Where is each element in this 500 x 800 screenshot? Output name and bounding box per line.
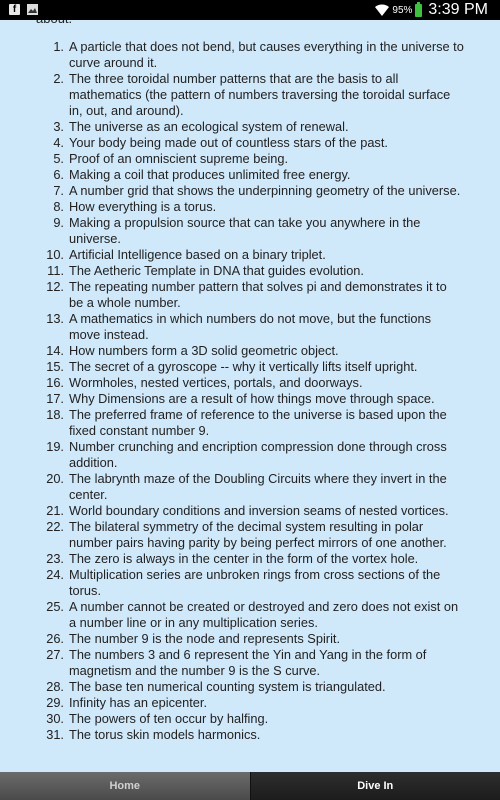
- battery-icon: [415, 4, 422, 17]
- bottom-bar: [0, 772, 500, 800]
- list-item: [0, 135, 464, 151]
- list-item: [0, 519, 464, 551]
- list-item-number: 25.: [46, 599, 64, 614]
- list-item: [0, 599, 464, 631]
- list-item-number: 9.: [53, 215, 64, 230]
- list-item-number: 8.: [53, 199, 64, 214]
- numbered-list: [0, 39, 500, 743]
- list-item-text: The numbers 3 and 6 represent the Yin and Yang in the form of magnetism and the number 9 is the S curve.: [69, 647, 427, 678]
- list-item: [0, 39, 464, 71]
- list-item: [0, 695, 464, 711]
- facebook-icon: f: [9, 4, 20, 15]
- list-item: [0, 359, 464, 375]
- list-item: [0, 631, 464, 647]
- list-item-number: 12.: [46, 279, 64, 294]
- list-item-number: 22.: [46, 519, 64, 534]
- home-button[interactable]: Home: [0, 772, 250, 800]
- list-item-number: 31.: [46, 727, 64, 742]
- list-item-number: 6.: [53, 167, 64, 182]
- battery-percent: 95%: [392, 4, 413, 16]
- status-bar: [0, 0, 500, 20]
- list-item-text: Number crunching and encription compression done through cross addition.: [69, 439, 447, 470]
- list-item: [0, 391, 464, 407]
- list-item-number: 18.: [46, 407, 64, 422]
- list-item: [0, 263, 464, 279]
- list-item-text: Making a coil that produces unlimited free energy.: [69, 167, 351, 182]
- list-item: [0, 551, 464, 567]
- list-item-number: 30.: [46, 711, 64, 726]
- list-item-number: 17.: [46, 391, 64, 406]
- list-item: [0, 711, 464, 727]
- list-item: [0, 247, 464, 263]
- list-item-text: Infinity has an epicenter.: [69, 695, 208, 710]
- list-item: [0, 567, 464, 599]
- list-item-number: 15.: [46, 359, 64, 374]
- list-item: [0, 647, 464, 679]
- list-item-text: Proof of an omniscient supreme being.: [69, 151, 289, 166]
- list-item-text: Multiplication series are unbroken rings from cross sections of the torus.: [69, 567, 441, 598]
- list-item-text: The base ten numerical counting system is triangulated.: [69, 679, 386, 694]
- list-item: [0, 183, 464, 199]
- list-item-text: Your body being made out of countless stars of the past.: [69, 135, 388, 150]
- list-item-text: The torus skin models harmonics.: [69, 727, 261, 742]
- list-item-text: A particle that does not bend, but causes everything in the universe to curve around it.: [69, 39, 464, 70]
- list-item-text: Making a propulsion source that can take you anywhere in the universe.: [69, 215, 421, 246]
- list-item-number: 27.: [46, 647, 64, 662]
- list-item-number: 10.: [46, 247, 64, 262]
- photo-icon: [27, 4, 38, 15]
- list-item: [0, 215, 464, 247]
- list-item: [0, 471, 464, 503]
- list-item-number: 21.: [46, 503, 64, 518]
- list-item-text: World boundary conditions and inversion seams of nested vortices.: [69, 503, 449, 518]
- list-item-text: Wormholes, nested vertices, portals, and doorways.: [69, 375, 363, 390]
- list-item-number: 7.: [53, 183, 64, 198]
- list-item: [0, 71, 464, 119]
- list-item-number: 26.: [46, 631, 64, 646]
- list-item-number: 5.: [53, 151, 64, 166]
- list-item: [0, 199, 464, 215]
- list-item: [0, 407, 464, 439]
- list-item-text: Why Dimensions are a result of how things move through space.: [69, 391, 435, 406]
- list-item: [0, 679, 464, 695]
- list-item: [0, 375, 464, 391]
- list-item-text: The Aetheric Template in DNA that guides evolution.: [69, 263, 364, 278]
- list-item-text: Artificial Intelligence based on a binary triplet.: [69, 247, 326, 262]
- list-item-number: 19.: [46, 439, 64, 454]
- list-item: [0, 119, 464, 135]
- list-item-text: A number grid that shows the underpinning geometry of the universe.: [69, 183, 461, 198]
- list-item-text: The zero is always in the center in the form of the vortex hole.: [69, 551, 419, 566]
- list-item: [0, 727, 464, 743]
- list-item-number: 16.: [46, 375, 64, 390]
- list-item-number: 3.: [53, 119, 64, 134]
- list-item-text: The three toroidal number patterns that are the basis to all mathematics (the pattern of numbers traversing the toroidal surface in, out, and around).: [69, 71, 451, 118]
- list-item-text: The bilateral symmetry of the decimal system resulting in polar number pairs having parity by being perfect mirrors of one another.: [69, 519, 447, 550]
- list-item: [0, 343, 464, 359]
- list-item: [0, 167, 464, 183]
- list-item-number: 1.: [53, 39, 64, 54]
- list-item-number: 23.: [46, 551, 64, 566]
- list-item-number: 14.: [46, 343, 64, 358]
- clock: 3:39 PM: [428, 1, 488, 18]
- list-item-number: 4.: [53, 135, 64, 150]
- list-item: [0, 311, 464, 343]
- list-item-text: The preferred frame of reference to the universe is based upon the fixed constant number 9.: [69, 407, 447, 438]
- dive-in-button[interactable]: Dive In: [250, 772, 500, 800]
- list-item-text: The labrynth maze of the Doubling Circuits where they invert in the center.: [69, 471, 447, 502]
- list-item-number: 11.: [47, 263, 64, 278]
- wifi-icon: [374, 3, 390, 17]
- list-item: [0, 503, 464, 519]
- list-item-text: A number cannot be created or destroyed and zero does not exist on a number line or in any multiplication series.: [69, 599, 459, 630]
- list-item-text: How everything is a torus.: [69, 199, 217, 214]
- list-item-number: 24.: [46, 567, 64, 582]
- list-item-text: A mathematics in which numbers do not move, but the functions move instead.: [69, 311, 432, 342]
- list-item: [0, 279, 464, 311]
- list-item-number: 29.: [46, 695, 64, 710]
- list-item-text: The secret of a gyroscope -- why it vertically lifts itself upright.: [69, 359, 418, 374]
- list-item-number: 13.: [46, 311, 64, 326]
- list-item-text: How numbers form a 3D solid geometric object.: [69, 343, 339, 358]
- list-item-text: The powers of ten occur by halfing.: [69, 711, 269, 726]
- list-item-text: The repeating number pattern that solves pi and demonstrates it to be a whole number.: [69, 279, 447, 310]
- list-item-text: The number 9 is the node and represents Spirit.: [69, 631, 341, 646]
- list-item: [0, 439, 464, 471]
- list-item-number: 2.: [53, 71, 64, 86]
- list-item-number: 28.: [46, 679, 64, 694]
- list-item-text: The universe as an ecological system of renewal.: [69, 119, 349, 134]
- list-item: [0, 151, 464, 167]
- list-item-number: 20.: [46, 471, 64, 486]
